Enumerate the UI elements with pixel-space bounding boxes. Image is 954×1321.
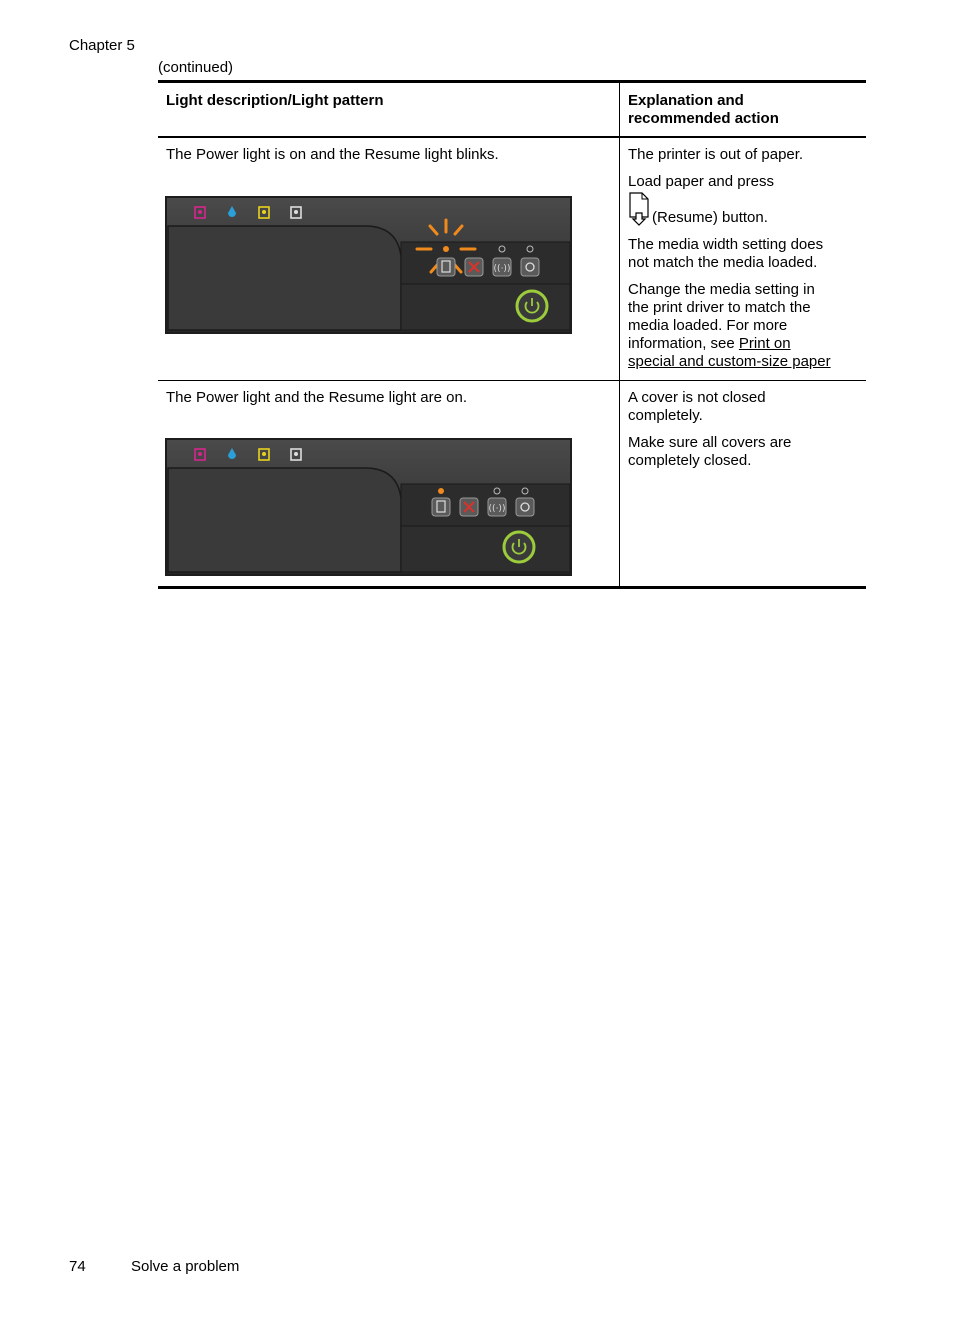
chapter-label: Chapter 5 — [69, 37, 135, 54]
resume-button-icon — [437, 258, 455, 276]
cancel-button-icon — [460, 498, 478, 516]
svg-text:((·)): ((·)) — [493, 264, 511, 274]
explanation-text: The media width setting does not match the media loaded. — [628, 236, 824, 271]
wireless-button-icon — [488, 498, 506, 516]
print-on-special-paper-link[interactable]: Print on — [738, 335, 791, 352]
col2-header-line2: recommended action — [628, 110, 779, 127]
light-pattern-table — [158, 80, 866, 589]
table-row — [158, 138, 866, 381]
resume-led-icon — [443, 246, 449, 252]
table-header-row — [158, 83, 866, 138]
explanation-text — [628, 191, 858, 227]
explanation-text: The printer is out of paper. — [628, 146, 804, 163]
col2-header — [620, 83, 866, 136]
footer-section-title: Solve a problem — [131, 1258, 240, 1275]
light-description-cell — [158, 381, 620, 586]
control-panel-illustration-resume-on — [165, 438, 572, 576]
explanation-text: A cover is not closed completely. — [628, 389, 766, 424]
eprint-button-icon — [516, 498, 534, 516]
explanation-text: Load paper and press — [628, 173, 774, 190]
explanation-cell — [620, 138, 866, 380]
light-description-text: The Power light is on and the Resume light blinks. — [166, 146, 499, 163]
control-panel-illustration-resume-blinking — [165, 196, 572, 334]
light-description-text: The Power light and the Resume light are on. — [166, 389, 468, 406]
resume-icon — [628, 191, 650, 227]
continued-label: (continued) — [158, 59, 234, 76]
col2-header-line1: Explanation and — [628, 92, 744, 109]
power-button-icon — [504, 532, 534, 562]
power-button-icon — [517, 291, 547, 321]
resume-label: (Resume) button. — [652, 209, 768, 226]
resume-led-icon — [438, 488, 444, 494]
table-row — [158, 381, 866, 586]
explanation-text: Change the media setting in the print driver to match the media loaded. For more information, see Print on special and custom-size paper — [628, 281, 831, 370]
eprint-button-icon — [521, 258, 539, 276]
print-on-special-paper-link[interactable]: special and custom-size paper — [628, 353, 831, 370]
cancel-button-icon — [465, 258, 483, 276]
wireless-button-icon — [493, 258, 511, 276]
svg-text:((·)): ((·)) — [488, 504, 506, 514]
table-bottom-rule — [158, 586, 866, 589]
light-description-cell — [158, 138, 620, 380]
explanation-text: Make sure all covers are completely closed. — [628, 434, 792, 469]
col1-header: Light description/Light pattern — [158, 83, 620, 136]
explanation-cell — [620, 381, 866, 586]
resume-button-icon — [432, 498, 450, 516]
page-number: 74 — [69, 1258, 86, 1275]
